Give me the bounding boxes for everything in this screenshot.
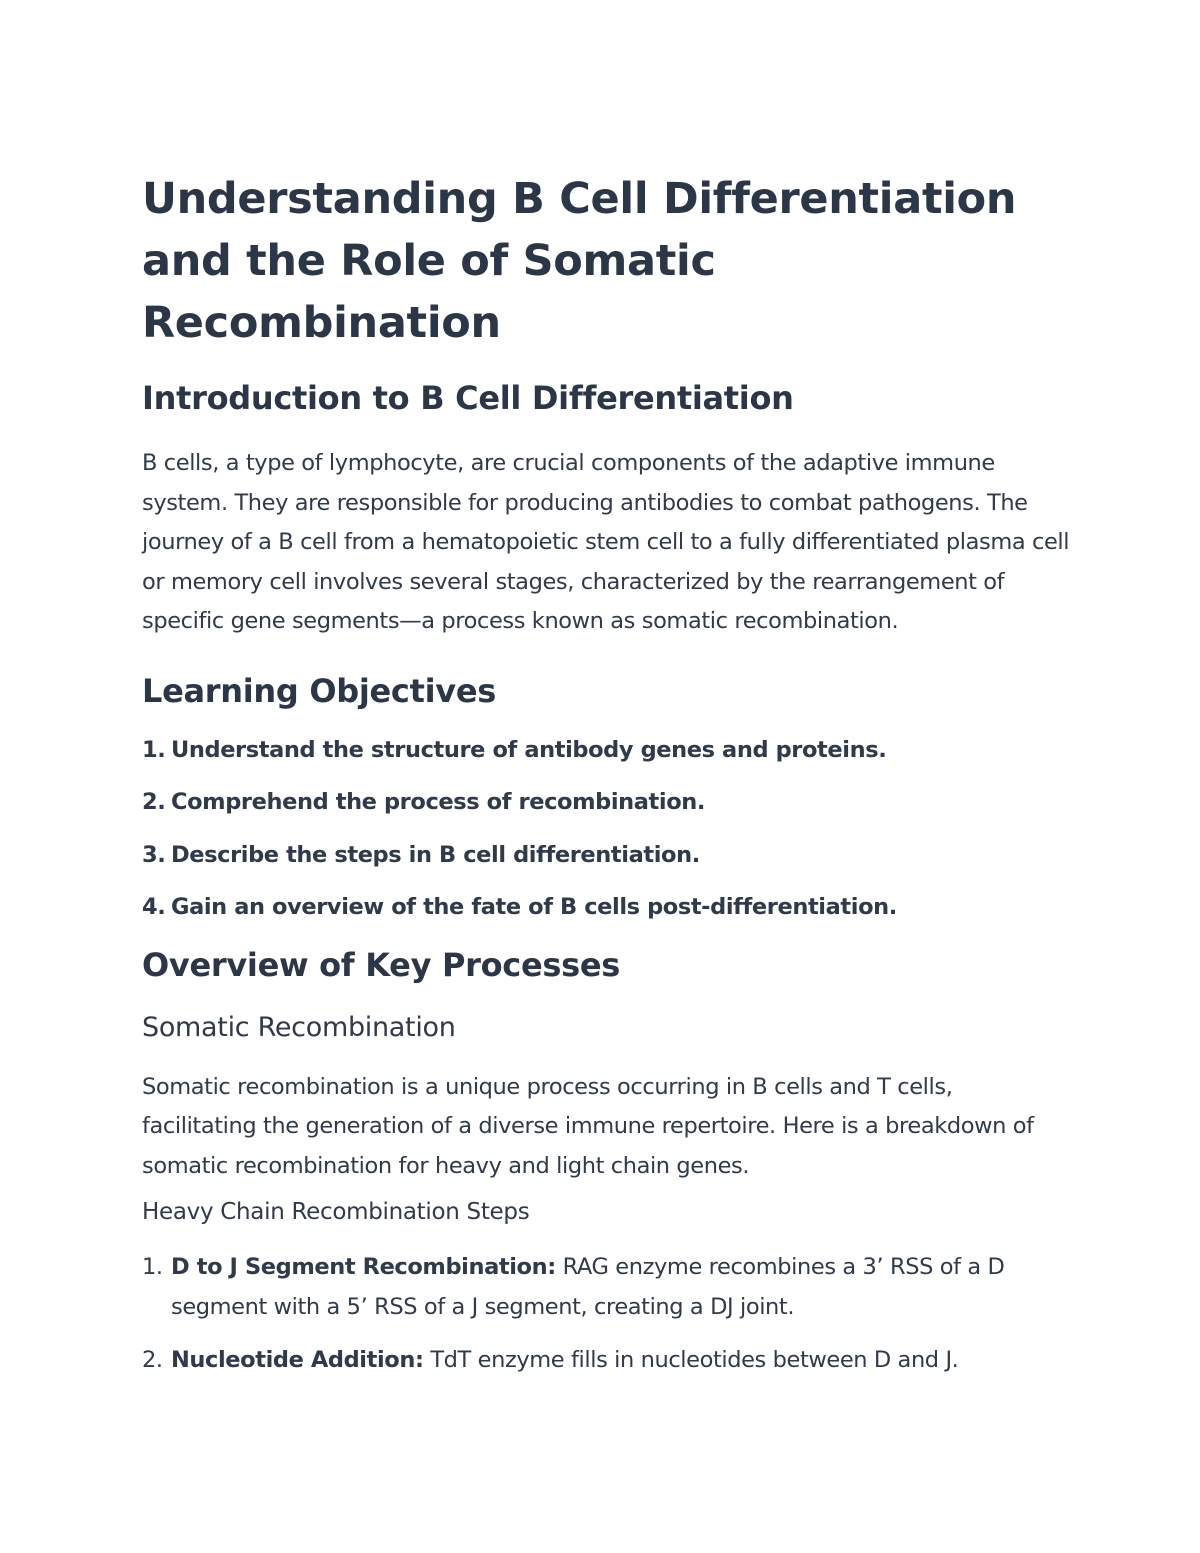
section-heading-introduction: Introduction to B Cell Differentiation: [142, 379, 794, 417]
somatic-recombination-paragraph: Somatic recombination is a unique process occurring in B cells and T cells, facilitating the generation of a diverse immune repertoire. Here is a breakdown of somatic recombination for heavy and light chain genes.: [142, 1073, 1034, 1179]
step-term: D to J Segment Recombination:: [171, 1254, 556, 1280]
step-term: Nucleotide Addition:: [171, 1347, 424, 1373]
subsection-heading-somatic-recombination: Somatic Recombination: [142, 1011, 456, 1043]
list-item-text: Gain an overview of the fate of B cells post-differentiation.: [171, 894, 897, 920]
section-heading-learning-objectives: Learning Objectives: [142, 671, 496, 710]
list-item-number: 3.: [142, 841, 166, 868]
heavy-chain-steps-list: [142, 1248, 1072, 1381]
list-item-number: 1.: [142, 1254, 163, 1280]
list-item: [142, 1341, 1072, 1381]
list-item-text: Describe the steps in B cell differentiation.: [171, 841, 700, 868]
step-text: RAG enzyme recombines a 3’ RSS of a D segment with a 5’ RSS of a J segment, creating a DJ joint.: [171, 1254, 1005, 1320]
list-item-text: Understand the structure of antibody genes and proteins.: [171, 736, 887, 763]
list-item: [142, 890, 1072, 924]
list-item: [142, 733, 1072, 767]
list-item-number: 2.: [142, 1347, 163, 1373]
list-item-number: 1.: [142, 736, 166, 763]
section-heading-overview: Overview of Key Processes: [142, 945, 621, 984]
subsubsection-heading-heavy-chain: Heavy Chain Recombination Steps: [142, 1199, 530, 1225]
learning-objectives-list: [142, 733, 1072, 925]
list-item-number: 2.: [142, 789, 166, 815]
document-page: [142, 168, 1072, 1395]
list-item-number: 4.: [142, 894, 166, 920]
list-item-text: Comprehend the process of recombination.: [171, 789, 706, 815]
introduction-paragraph: B cells, a type of lymphocyte, are crucial components of the adaptive immune system. They are responsible for producing antibodies to combat pathogens. The journey of a B cell from a hematopoietic stem cell to a fully differentiated plasma cell or memory cell involves several stages, characterized by the rearrangement of specific gene segments—a process known as somatic recombination.: [142, 450, 1070, 634]
step-text: TdT enzyme fills in nucleotides between D and J.: [423, 1347, 959, 1373]
list-item: [142, 1248, 1072, 1327]
list-item: [142, 838, 1072, 872]
list-item: [142, 785, 1072, 819]
document-title: Understanding B Cell Differentiation and the Role of Somatic Recombination: [142, 174, 1017, 348]
